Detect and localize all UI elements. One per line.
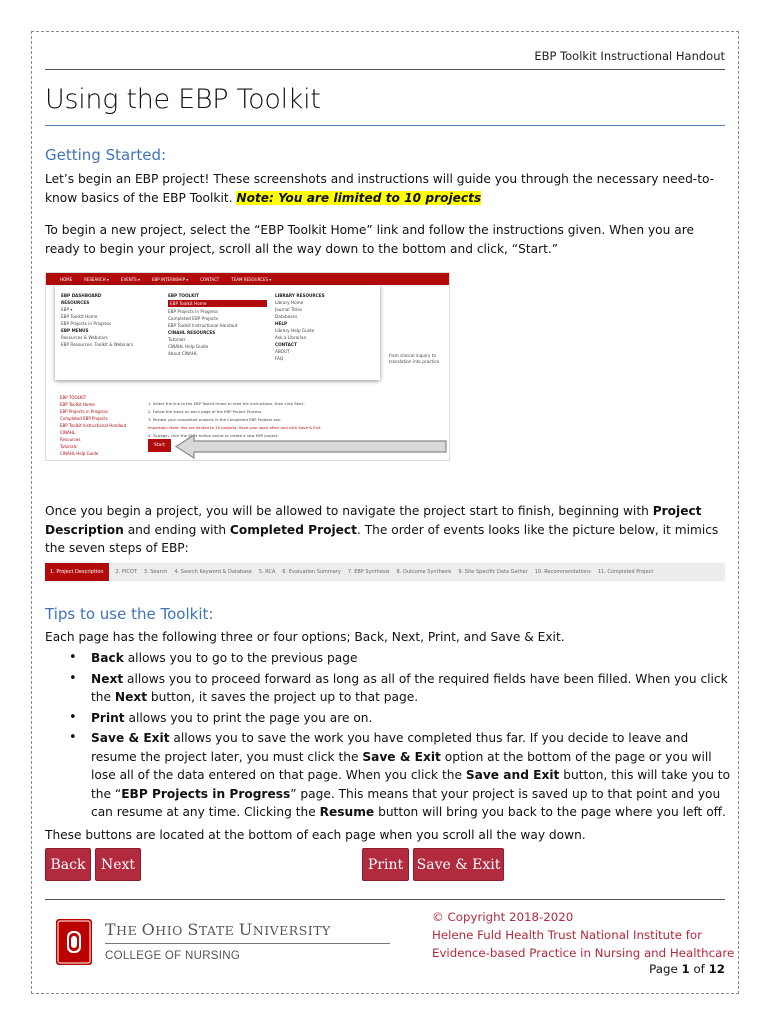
- tip-save-text-2: option at the bottom of the page or you will lose all of the data entered on that page. When you click the: [91, 749, 712, 782]
- institute-line-2: Evidence-based Practice in Nursing and Healthcare: [432, 946, 735, 960]
- screenshot-nav-item: CONTACT: [200, 276, 220, 282]
- tip-save-text: allows you to save the work you have completed thus far. If you decide to leave and resume the project later, you must click the: [91, 731, 689, 764]
- screenshot-menu-item: ABOUT: [275, 349, 290, 354]
- university-name-part: HE: [116, 923, 142, 938]
- tips-heading: Tips to use the Toolkit:: [45, 605, 214, 623]
- page-word: Page: [649, 962, 678, 976]
- screenshot-menu-item: Library Home: [275, 300, 304, 305]
- screenshot-sidebar-item: EBP Projects in Progress: [60, 409, 108, 414]
- tip-save-exit: [91, 729, 731, 822]
- title-divider: [45, 125, 725, 126]
- ohio-state-block-o-logo: [55, 918, 93, 966]
- ebp-step: 11. Completed Project: [597, 569, 654, 575]
- screenshot-menu-item: EBP Projects in Progress: [168, 309, 219, 314]
- tip-save-label-5: Resume: [319, 805, 375, 819]
- ebp-step: 3. Search: [143, 569, 168, 575]
- screenshot-body-line: Important: Note: You are limited to 10 projects. Save your work often and click Save & Exit.: [148, 425, 322, 430]
- screenshot-menu-item: CONTACT: [275, 342, 297, 347]
- start-instructions: To begin a new project, select the “EBP Toolkit Home” link and follow the instructions given. When you are ready to begin your project, scroll all the way down to the bottom and click, “Start.”: [45, 223, 694, 256]
- screenshot-menu-item: LIBRARY RESOURCES: [275, 293, 325, 298]
- page-total: 12: [708, 962, 725, 976]
- screenshot-nav-item: RESEARCH ▾: [84, 276, 109, 282]
- screenshot-menu-item: CINAHL RESOURCES: [168, 330, 216, 335]
- screenshot-menu-item: EBP DASHBOARD: [61, 293, 102, 298]
- screenshot-menu-item: Databases: [275, 314, 298, 319]
- page-title: Using the EBP Toolkit: [45, 84, 321, 115]
- university-name-part: NIVERSITY: [252, 923, 331, 938]
- nav-text-project-description: Project Description: [45, 504, 702, 537]
- screenshot-body-line: 4. To begin, click the Start button below to create a new EBP project.: [148, 433, 279, 438]
- logo-divider: [105, 943, 390, 944]
- screenshot-menu-item: CINAHL Help Guide: [168, 344, 209, 349]
- screenshot-menu-item: Completed EBP Projects: [168, 316, 219, 321]
- navigation-paragraph: [45, 502, 720, 558]
- tip-back: [91, 649, 731, 668]
- ebp-step: 4. Search Keyword & Database: [174, 569, 252, 575]
- getting-started-heading: Getting Started:: [45, 146, 167, 164]
- screenshot-menu-item: Tutorials: [168, 337, 186, 342]
- screenshot-sidebar-item: EBP Toolkit Home: [60, 402, 95, 407]
- tip-save-label-4: EBP Projects in Progress: [121, 786, 291, 801]
- screenshot-body-line: 3. Review your completed projects in the Completed EBP Projects tab.: [148, 417, 282, 422]
- back-button[interactable]: Back: [45, 848, 91, 881]
- screenshot-side-text: [389, 353, 439, 365]
- tip-save-label: Save & Exit: [91, 731, 170, 745]
- ebp-step: 5. RCA: [258, 569, 276, 575]
- ebp-step: 2. PICOT: [115, 569, 137, 575]
- screenshot-sidebar-item: Resources: [60, 437, 81, 442]
- screenshot-side-line: translation into practice: [389, 359, 440, 364]
- screenshot-start-button: Start: [148, 439, 171, 452]
- ebp-step: 8. Outcome Synthesis: [396, 569, 452, 575]
- screenshot-menu-item: EBP Toolkit Home: [168, 300, 267, 307]
- nav-text-completed-project: Completed Project: [229, 522, 357, 537]
- screenshot-menu-item: EBP ▾: [61, 307, 73, 312]
- screenshot-dropdown-menu: [55, 285, 380, 380]
- screenshot-body-line: 2. Follow the steps on each page of the EBP Project Process.: [148, 409, 263, 414]
- nav-text-c: and ending with: [127, 522, 227, 537]
- screenshot-menu-item: EBP Toolkit Instructional Handout: [168, 323, 238, 328]
- screenshot-menu-item: EBP Toolkit Home: [61, 314, 98, 319]
- university-name-part: S: [187, 920, 199, 939]
- tips-list: [91, 649, 731, 824]
- ebp-steps-bar: [45, 563, 725, 581]
- screenshot-menu-item: HELP: [275, 321, 288, 326]
- intro-text: Let’s begin an EBP project! These screenshots and instructions will guide you through the necessary need-to-know basics of the EBP Toolkit.: [45, 172, 715, 205]
- screenshot-sidebar-item: CINAHL: [60, 430, 75, 435]
- nav-text-e: . The order of events looks like the picture below, it mimics the seven steps of EBP:: [45, 522, 719, 555]
- screenshot-menu-item: EBP Projects in Progress: [61, 321, 112, 326]
- tip-print: [91, 709, 731, 728]
- next-button[interactable]: Next: [95, 848, 141, 881]
- arrow-left-icon: [174, 434, 449, 459]
- header-divider: [45, 69, 725, 70]
- screenshot-sidebar-item: Completed EBP Projects: [60, 416, 108, 421]
- page-number: [649, 962, 725, 976]
- copyright-text: © Copyright 2018-2020: [432, 910, 574, 924]
- screenshot-menu-item: Ask a Librarian: [275, 335, 307, 340]
- menu-column-1: [61, 293, 160, 372]
- tip-save-label-3: Save and Exit: [465, 768, 560, 782]
- tips-intro: Each page has the following three or four options; Back, Next, Print, and Save & Exit.: [45, 630, 565, 644]
- tip-next-label: Next: [91, 671, 124, 686]
- save-exit-button[interactable]: Save & Exit: [413, 848, 504, 881]
- intro-paragraph: [45, 170, 720, 207]
- ebp-step: 10. Recommendations: [534, 569, 591, 575]
- tip-back-text: allows you to go to the previous page: [123, 651, 358, 665]
- ebp-step: 9. Site Specific Data Gather: [458, 569, 528, 575]
- screenshot-nav-item: EVENTS ▾: [120, 276, 140, 282]
- tip-next-text: allows you to proceed forward as long as all of the required fields have been filled. When you click the: [91, 671, 728, 704]
- screenshot-sidebar-item: EBP TOOLKIT: [60, 395, 87, 400]
- ebp-step: 6. Evaluation Summary: [282, 569, 341, 575]
- tip-next-label-2: Next: [114, 690, 148, 704]
- screenshot-side-line: from clinical inquiry to: [389, 353, 436, 358]
- institute-line-1: Helene Fuld Health Trust National Institute for: [432, 928, 702, 942]
- nav-text-a: Once you begin a project, you will be allowed to navigate the project start to finish, beginning with: [45, 504, 649, 518]
- print-button[interactable]: Print: [362, 848, 409, 881]
- screenshot-menu-item: Library Help Guide: [275, 328, 315, 333]
- screenshot-nav-item: HOME: [60, 276, 73, 282]
- screenshot-sidebar-item: EBP Toolkit Instructional Handout: [60, 423, 127, 428]
- screenshot-body-line: 1. Select the link to the EBP Toolkit Home to read the instructions, then click Start.: [148, 401, 305, 406]
- tip-next: [91, 670, 731, 707]
- university-name-part: U: [238, 920, 253, 939]
- page-current: 1: [681, 962, 690, 976]
- project-limit-note: Note: You are limited to 10 projects: [236, 190, 482, 205]
- page-of: of: [693, 962, 705, 976]
- ebp-step: 1. Project Description: [45, 563, 109, 581]
- university-name-part: T: [105, 920, 117, 939]
- screenshot-menu-item: Journal Titles: [275, 307, 302, 312]
- screenshot-menu-item: Resources & Webinars: [61, 335, 108, 340]
- ebp-step: 7. EBP Synthesis: [347, 569, 390, 575]
- tip-save-label-2: Save & Exit: [362, 749, 441, 764]
- tips-outro: These buttons are located at the bottom of each page when you scroll all the way down.: [45, 828, 586, 842]
- tip-back-label: Back: [91, 651, 124, 665]
- screenshot-sidebar-item: Tutorials: [60, 444, 77, 449]
- screenshot-sidebar: [60, 395, 126, 456]
- screenshot-nav-item: EBP INTERNSHIP ▾: [151, 276, 189, 282]
- screenshot-nav-item: TEAM RESOURCES ▾: [231, 276, 272, 282]
- tip-print-label: Print: [91, 710, 125, 725]
- screenshot-menu-item: EBP TOOLKIT: [168, 293, 199, 298]
- tip-print-text: allows you to print the page you are on.: [124, 710, 373, 725]
- footer-divider: [45, 899, 725, 900]
- toolkit-nav-screenshot: [45, 272, 450, 461]
- college-name: COLLEGE OF NURSING: [105, 950, 241, 962]
- running-header: EBP Toolkit Instructional Handout: [534, 49, 725, 63]
- screenshot-menu-item: EBP MENUS: [61, 328, 89, 333]
- menu-column-2: [168, 293, 267, 372]
- menu-column-3: [275, 293, 374, 372]
- tip-save-text-4: ” page. This means that your project is saved up to that point and you can resume at any time. Clicking the: [91, 786, 721, 819]
- screenshot-body-text: [148, 401, 322, 438]
- screenshot-menu-item: RESOURCES: [61, 300, 90, 305]
- screenshot-menu-item: EBP Resources: Toolkit & Webinars: [61, 342, 134, 347]
- university-name-part: O: [141, 920, 156, 939]
- screenshot-menu-item: About CINAHL: [168, 351, 198, 356]
- university-name-part: HIO: [155, 923, 188, 938]
- tip-next-text-2: button, it saves the project up to that page.: [147, 690, 419, 704]
- screenshot-nav-bar: [46, 273, 449, 285]
- screenshot-menu-item: FAQ: [275, 356, 284, 361]
- tip-save-text-3: button, this will take you to the “: [91, 768, 731, 801]
- screenshot-sidebar-item: CINAHL Help Guide: [60, 451, 99, 456]
- copyright-block: [432, 908, 734, 962]
- university-name-part: TATE: [198, 923, 239, 938]
- university-name: [105, 920, 331, 939]
- tip-save-text-5: button will bring you back to the page where you left off.: [374, 805, 726, 819]
